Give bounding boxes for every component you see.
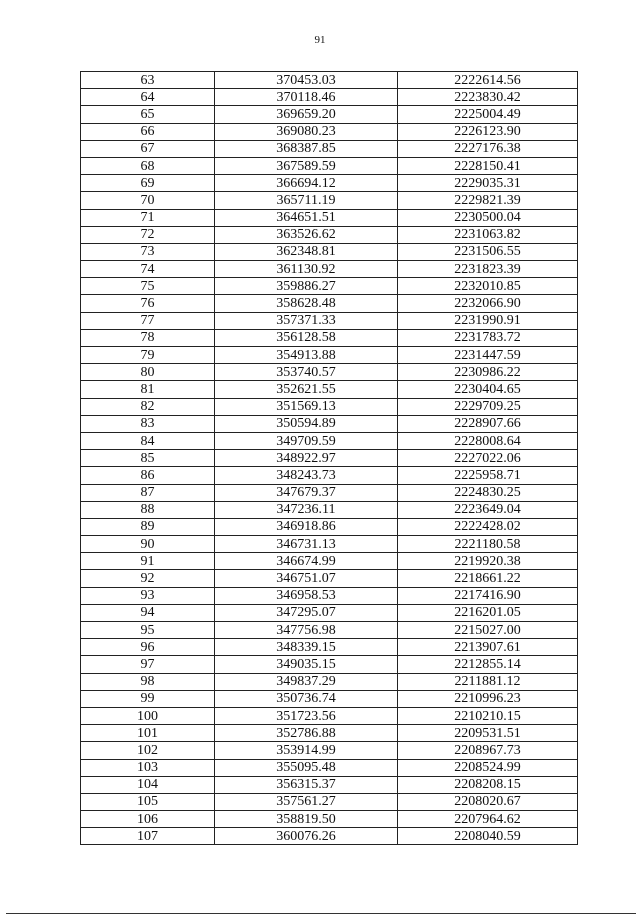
table-row — [81, 157, 578, 174]
y-coordinate-cell: 2229035.31 — [398, 175, 578, 192]
y-coordinate-cell: 2231990.91 — [398, 312, 578, 329]
x-coordinate-cell: 346751.07 — [215, 570, 398, 587]
y-coordinate-cell: 2230986.22 — [398, 364, 578, 381]
point-number-cell: 104 — [81, 776, 215, 793]
table-row — [81, 587, 578, 604]
y-coordinate-cell: 2208208.15 — [398, 776, 578, 793]
x-coordinate-cell: 348243.73 — [215, 467, 398, 484]
point-number-cell: 100 — [81, 707, 215, 724]
table-row — [81, 72, 578, 89]
y-coordinate-cell: 2232066.90 — [398, 295, 578, 312]
y-coordinate-cell: 2231506.55 — [398, 243, 578, 260]
y-coordinate-cell: 2227176.38 — [398, 140, 578, 157]
y-coordinate-cell: 2228008.64 — [398, 432, 578, 449]
y-coordinate-cell: 2213907.61 — [398, 639, 578, 656]
table-row — [81, 518, 578, 535]
point-number-cell: 79 — [81, 347, 215, 364]
x-coordinate-cell: 370118.46 — [215, 89, 398, 106]
y-coordinate-cell: 2211881.12 — [398, 673, 578, 690]
y-coordinate-cell: 2230404.65 — [398, 381, 578, 398]
y-coordinate-cell: 2229821.39 — [398, 192, 578, 209]
x-coordinate-cell: 356315.37 — [215, 776, 398, 793]
y-coordinate-cell: 2215027.00 — [398, 622, 578, 639]
table-row — [81, 639, 578, 656]
table-row — [81, 192, 578, 209]
table-row — [81, 381, 578, 398]
y-coordinate-cell: 2208020.67 — [398, 793, 578, 810]
table-row — [81, 656, 578, 673]
table-row — [81, 226, 578, 243]
y-coordinate-cell: 2208040.59 — [398, 828, 578, 845]
y-coordinate-cell: 2216201.05 — [398, 604, 578, 621]
point-number-cell: 77 — [81, 312, 215, 329]
y-coordinate-cell: 2231447.59 — [398, 347, 578, 364]
x-coordinate-cell: 350594.89 — [215, 415, 398, 432]
point-number-cell: 65 — [81, 106, 215, 123]
y-coordinate-cell: 2218661.22 — [398, 570, 578, 587]
x-coordinate-cell: 352786.88 — [215, 725, 398, 742]
x-coordinate-cell: 368387.85 — [215, 140, 398, 157]
x-coordinate-cell: 365711.19 — [215, 192, 398, 209]
point-number-cell: 87 — [81, 484, 215, 501]
x-coordinate-cell: 346958.53 — [215, 587, 398, 604]
point-number-cell: 73 — [81, 243, 215, 260]
point-number-cell: 94 — [81, 604, 215, 621]
point-number-cell: 83 — [81, 415, 215, 432]
y-coordinate-cell: 2208967.73 — [398, 742, 578, 759]
y-coordinate-cell: 2232010.85 — [398, 278, 578, 295]
x-coordinate-cell: 347756.98 — [215, 622, 398, 639]
coordinates-table — [80, 71, 578, 845]
point-number-cell: 86 — [81, 467, 215, 484]
y-coordinate-cell: 2228907.66 — [398, 415, 578, 432]
x-coordinate-cell: 358628.48 — [215, 295, 398, 312]
x-coordinate-cell: 350736.74 — [215, 690, 398, 707]
point-number-cell: 67 — [81, 140, 215, 157]
x-coordinate-cell: 354913.88 — [215, 347, 398, 364]
point-number-cell: 98 — [81, 673, 215, 690]
x-coordinate-cell: 347679.37 — [215, 484, 398, 501]
table-row — [81, 759, 578, 776]
table-row — [81, 312, 578, 329]
table-row — [81, 398, 578, 415]
table-row — [81, 140, 578, 157]
point-number-cell: 95 — [81, 622, 215, 639]
y-coordinate-cell: 2231063.82 — [398, 226, 578, 243]
table-row — [81, 295, 578, 312]
table-row — [81, 484, 578, 501]
point-number-cell: 74 — [81, 261, 215, 278]
point-number-cell: 85 — [81, 450, 215, 467]
y-coordinate-cell: 2223830.42 — [398, 89, 578, 106]
point-number-cell: 105 — [81, 793, 215, 810]
x-coordinate-cell: 364651.51 — [215, 209, 398, 226]
x-coordinate-cell: 353740.57 — [215, 364, 398, 381]
table-row — [81, 243, 578, 260]
point-number-cell: 93 — [81, 587, 215, 604]
y-coordinate-cell: 2208524.99 — [398, 759, 578, 776]
table-row — [81, 707, 578, 724]
y-coordinate-cell: 2222614.56 — [398, 72, 578, 89]
point-number-cell: 64 — [81, 89, 215, 106]
table-row — [81, 432, 578, 449]
point-number-cell: 63 — [81, 72, 215, 89]
table-row — [81, 501, 578, 518]
point-number-cell: 101 — [81, 725, 215, 742]
table-row — [81, 175, 578, 192]
x-coordinate-cell: 369659.20 — [215, 106, 398, 123]
page-number: 91 — [314, 34, 326, 46]
x-coordinate-cell: 357371.33 — [215, 312, 398, 329]
point-number-cell: 76 — [81, 295, 215, 312]
point-number-cell: 71 — [81, 209, 215, 226]
x-coordinate-cell: 367589.59 — [215, 157, 398, 174]
x-coordinate-cell: 357561.27 — [215, 793, 398, 810]
point-number-cell: 88 — [81, 501, 215, 518]
table-row — [81, 364, 578, 381]
point-number-cell: 99 — [81, 690, 215, 707]
x-coordinate-cell: 349837.29 — [215, 673, 398, 690]
y-coordinate-cell: 2225004.49 — [398, 106, 578, 123]
point-number-cell: 78 — [81, 329, 215, 346]
table-row — [81, 776, 578, 793]
y-coordinate-cell: 2217416.90 — [398, 587, 578, 604]
table-row — [81, 604, 578, 621]
table-row — [81, 828, 578, 845]
table-row — [81, 415, 578, 432]
point-number-cell: 107 — [81, 828, 215, 845]
table-row — [81, 553, 578, 570]
x-coordinate-cell: 346674.99 — [215, 553, 398, 570]
x-coordinate-cell: 347236.11 — [215, 501, 398, 518]
table-row — [81, 570, 578, 587]
point-number-cell: 68 — [81, 157, 215, 174]
point-number-cell: 91 — [81, 553, 215, 570]
page-bottom-rule — [6, 913, 636, 914]
x-coordinate-cell: 348922.97 — [215, 450, 398, 467]
point-number-cell: 102 — [81, 742, 215, 759]
table-row — [81, 690, 578, 707]
x-coordinate-cell: 363526.62 — [215, 226, 398, 243]
point-number-cell: 96 — [81, 639, 215, 656]
x-coordinate-cell: 346731.13 — [215, 536, 398, 553]
table-row — [81, 123, 578, 140]
point-number-cell: 82 — [81, 398, 215, 415]
point-number-cell: 69 — [81, 175, 215, 192]
point-number-cell: 97 — [81, 656, 215, 673]
y-coordinate-cell: 2212855.14 — [398, 656, 578, 673]
x-coordinate-cell: 361130.92 — [215, 261, 398, 278]
x-coordinate-cell: 346918.86 — [215, 518, 398, 535]
x-coordinate-cell: 351723.56 — [215, 707, 398, 724]
point-number-cell: 80 — [81, 364, 215, 381]
y-coordinate-cell: 2210210.15 — [398, 707, 578, 724]
x-coordinate-cell: 362348.81 — [215, 243, 398, 260]
y-coordinate-cell: 2229709.25 — [398, 398, 578, 415]
y-coordinate-cell: 2226123.90 — [398, 123, 578, 140]
table-row — [81, 450, 578, 467]
y-coordinate-cell: 2228150.41 — [398, 157, 578, 174]
table-row — [81, 725, 578, 742]
x-coordinate-cell: 370453.03 — [215, 72, 398, 89]
y-coordinate-cell: 2210996.23 — [398, 690, 578, 707]
point-number-cell: 75 — [81, 278, 215, 295]
table-row — [81, 467, 578, 484]
table-row — [81, 329, 578, 346]
point-number-cell: 90 — [81, 536, 215, 553]
table-row — [81, 742, 578, 759]
x-coordinate-cell: 359886.27 — [215, 278, 398, 295]
y-coordinate-cell: 2219920.38 — [398, 553, 578, 570]
x-coordinate-cell: 351569.13 — [215, 398, 398, 415]
x-coordinate-cell: 355095.48 — [215, 759, 398, 776]
y-coordinate-cell: 2207964.62 — [398, 811, 578, 828]
point-number-cell: 103 — [81, 759, 215, 776]
point-number-cell: 89 — [81, 518, 215, 535]
y-coordinate-cell: 2230500.04 — [398, 209, 578, 226]
x-coordinate-cell: 349709.59 — [215, 432, 398, 449]
x-coordinate-cell: 348339.15 — [215, 639, 398, 656]
point-number-cell: 72 — [81, 226, 215, 243]
table-row — [81, 622, 578, 639]
y-coordinate-cell: 2227022.06 — [398, 450, 578, 467]
x-coordinate-cell: 360076.26 — [215, 828, 398, 845]
y-coordinate-cell: 2209531.51 — [398, 725, 578, 742]
table-row — [81, 89, 578, 106]
x-coordinate-cell: 369080.23 — [215, 123, 398, 140]
table-row — [81, 261, 578, 278]
table-row — [81, 673, 578, 690]
point-number-cell: 92 — [81, 570, 215, 587]
y-coordinate-cell: 2225958.71 — [398, 467, 578, 484]
table-row — [81, 811, 578, 828]
x-coordinate-cell: 366694.12 — [215, 175, 398, 192]
point-number-cell: 106 — [81, 811, 215, 828]
table-row — [81, 347, 578, 364]
coordinates-table-body — [81, 72, 578, 845]
point-number-cell: 66 — [81, 123, 215, 140]
x-coordinate-cell: 356128.58 — [215, 329, 398, 346]
table-row — [81, 793, 578, 810]
table-row — [81, 106, 578, 123]
point-number-cell: 70 — [81, 192, 215, 209]
y-coordinate-cell: 2231823.39 — [398, 261, 578, 278]
y-coordinate-cell: 2231783.72 — [398, 329, 578, 346]
point-number-cell: 81 — [81, 381, 215, 398]
y-coordinate-cell: 2222428.02 — [398, 518, 578, 535]
x-coordinate-cell: 349035.15 — [215, 656, 398, 673]
x-coordinate-cell: 358819.50 — [215, 811, 398, 828]
table-row — [81, 209, 578, 226]
point-number-cell: 84 — [81, 432, 215, 449]
table-row — [81, 278, 578, 295]
x-coordinate-cell: 352621.55 — [215, 381, 398, 398]
y-coordinate-cell: 2224830.25 — [398, 484, 578, 501]
table-row — [81, 536, 578, 553]
x-coordinate-cell: 347295.07 — [215, 604, 398, 621]
y-coordinate-cell: 2223649.04 — [398, 501, 578, 518]
y-coordinate-cell: 2221180.58 — [398, 536, 578, 553]
x-coordinate-cell: 353914.99 — [215, 742, 398, 759]
